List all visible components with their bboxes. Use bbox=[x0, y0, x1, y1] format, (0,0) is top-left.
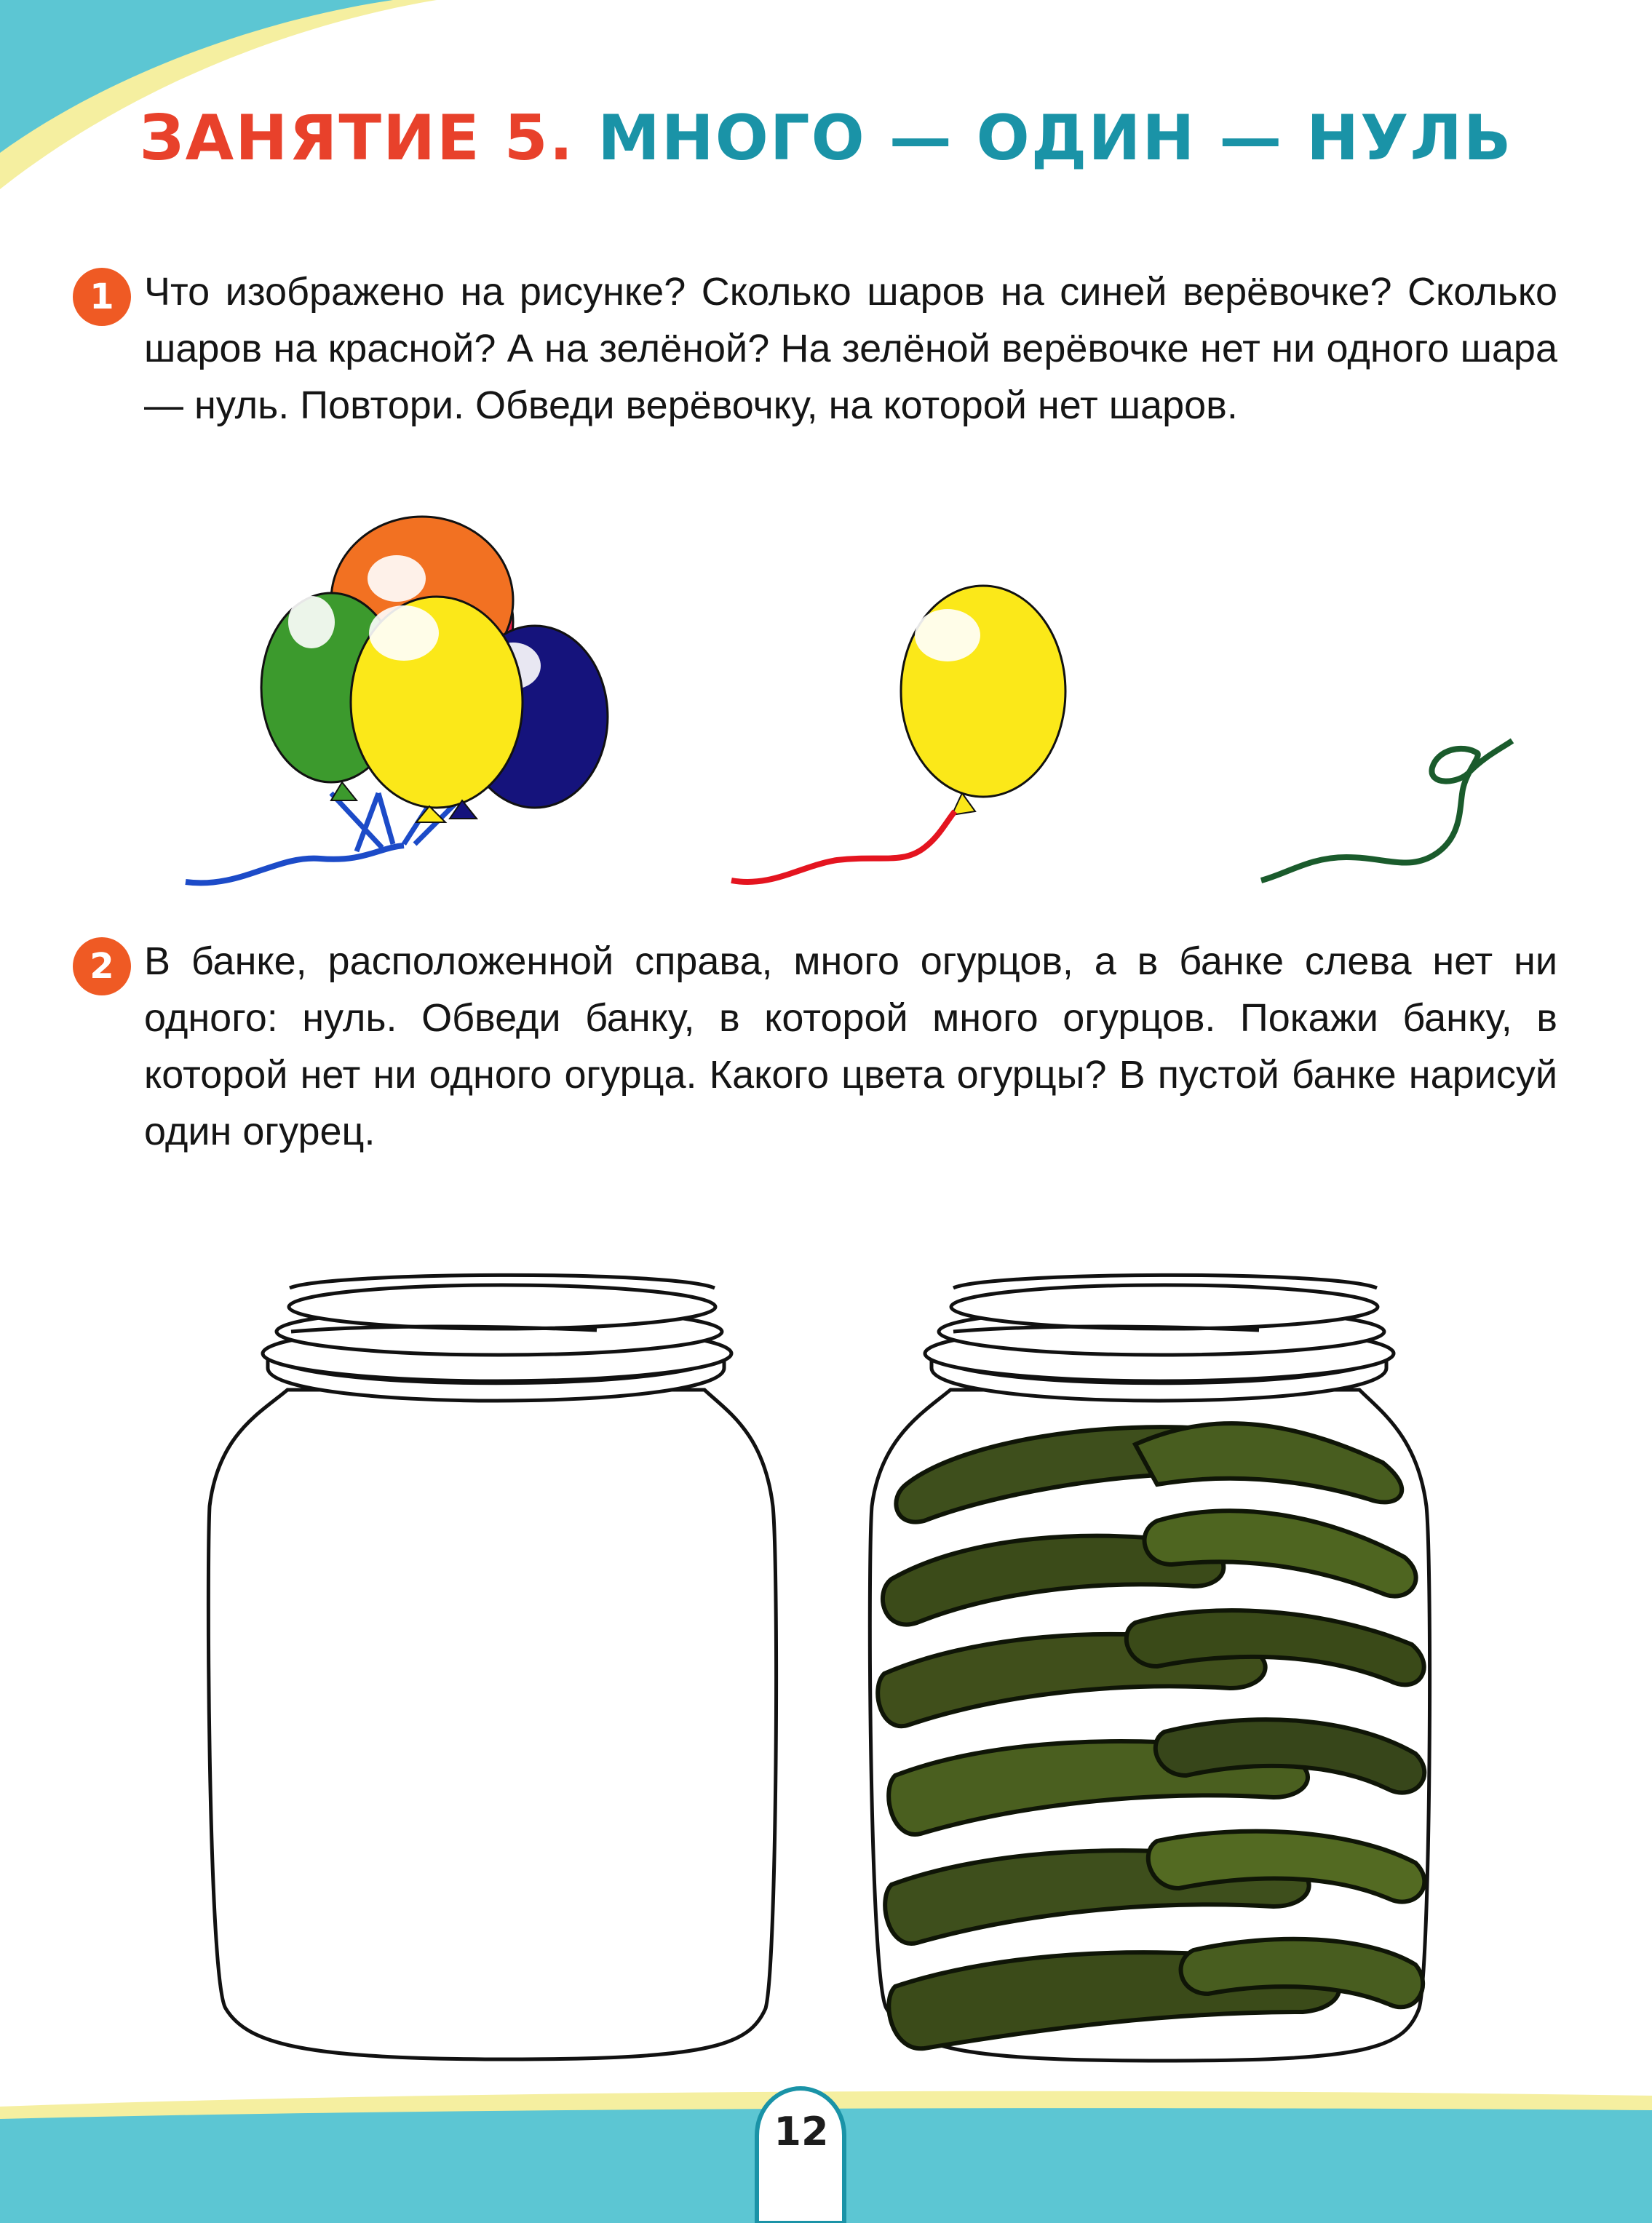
page-number: 12 bbox=[774, 2109, 829, 2155]
blue-string-balloons[interactable] bbox=[186, 517, 608, 883]
lesson-label: ЗАНЯТИЕ 5. bbox=[139, 102, 575, 175]
full-jar[interactable] bbox=[870, 1275, 1429, 2061]
red-string-balloon[interactable] bbox=[731, 586, 1065, 882]
task-2-text: В банке, расположенной справа, много огурцов, а в банке слева нет ни одного: нуль. Обведи банку, в которой много огурцов. Покажи банку, в которой нет ни одного огурца. Какого цвета огурцы? В пустой банке нарисуй один огурец. bbox=[144, 939, 1557, 1153]
balloons-illustration bbox=[0, 502, 1652, 910]
lesson-topic: МНОГО — ОДИН — НУЛЬ bbox=[597, 102, 1513, 175]
empty-jar[interactable] bbox=[208, 1275, 776, 2059]
task-1-text: Что изображено на рисунке? Сколько шаров на синей верёвочке? Сколько шаров на красной? А на зелёной? На зелёной верёвочке нет ни одного шара — нуль. Повтори. Обведи верёвочку, на которой нет шаров. bbox=[144, 270, 1557, 427]
task-1 bbox=[73, 263, 1557, 434]
task-number-badge: 1 bbox=[73, 268, 131, 326]
green-string-empty[interactable] bbox=[1261, 741, 1512, 880]
page-title bbox=[0, 102, 1652, 175]
jars-illustration bbox=[0, 1252, 1652, 2117]
task-number-badge: 2 bbox=[73, 937, 131, 995]
task-2 bbox=[73, 933, 1557, 1160]
